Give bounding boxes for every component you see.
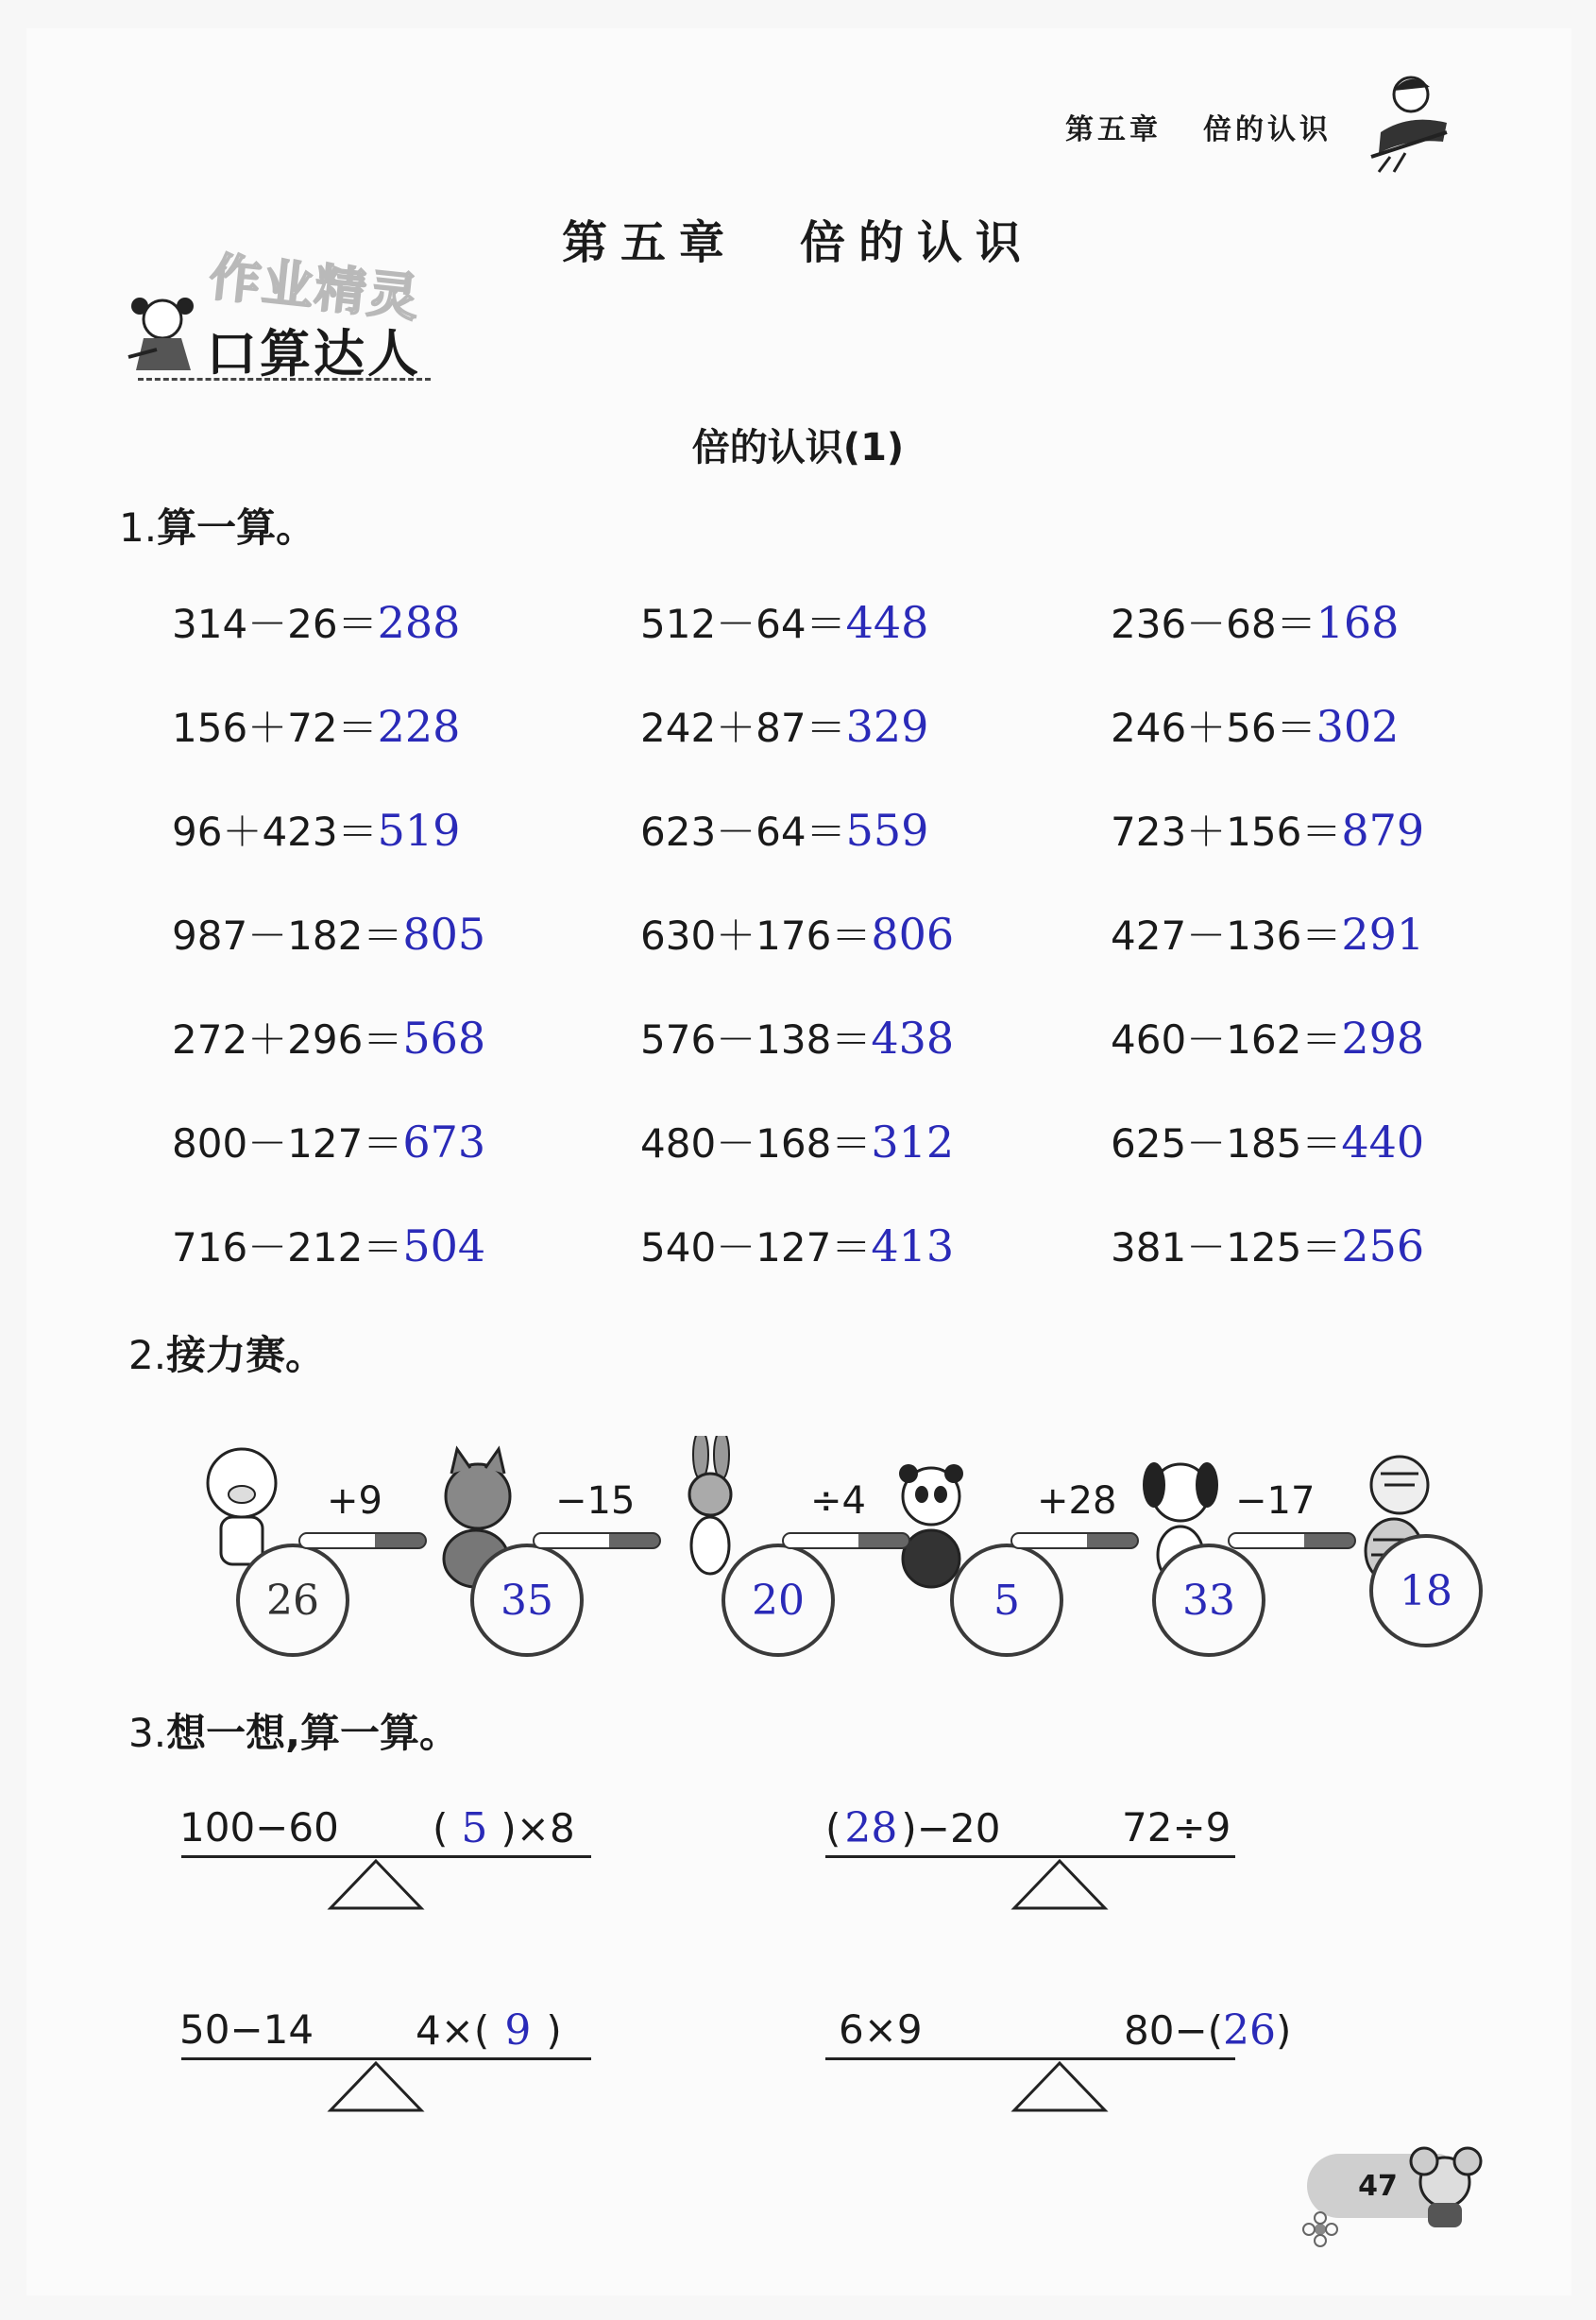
balance-4-left: 6×9	[839, 2006, 923, 2053]
q1-heading	[119, 497, 315, 554]
q1-equation	[172, 1113, 485, 1169]
q1-equation	[172, 1009, 485, 1066]
q1-equation	[640, 905, 954, 962]
relay-animals-illustration	[176, 1436, 1517, 1625]
balance-1-fulcrum	[327, 1857, 425, 1912]
q1-equation	[172, 1217, 485, 1273]
q1-expression: 242＋87＝	[640, 705, 846, 751]
q1-answer: 291	[1341, 909, 1425, 960]
q1-expression: 625－185＝	[1111, 1120, 1342, 1167]
q1-title: 算一算。	[157, 504, 316, 551]
relay-operation: −15	[555, 1479, 636, 1523]
relay-value: 20	[752, 1576, 805, 1625]
q1-expression: 246＋56＝	[1111, 705, 1316, 751]
q1-equation	[172, 801, 460, 858]
q1-answer: 312	[871, 1117, 955, 1168]
q1-expression: 96＋423＝	[172, 809, 378, 855]
subtitle: 倍的认识(1)	[691, 426, 905, 469]
balance-2-fulcrum	[1010, 1857, 1109, 1912]
balance-1-right	[433, 1804, 575, 1852]
q1-expression: 480－168＝	[640, 1120, 872, 1167]
q1-equation	[172, 593, 460, 650]
q1-expression: 381－125＝	[1111, 1224, 1342, 1271]
sledding-girl-illustration	[1352, 66, 1456, 179]
q1-answer: 440	[1341, 1117, 1425, 1168]
balance-3-fulcrum	[327, 2059, 425, 2114]
balance-2-left-pre: (	[825, 1805, 841, 1851]
relay-value: 5	[993, 1576, 1020, 1625]
q1-expression: 314－26＝	[172, 601, 378, 647]
relay-circle	[950, 1544, 1063, 1657]
relay-operation: −17	[1235, 1479, 1316, 1523]
q1-answer: 806	[871, 909, 955, 960]
header-topic: 倍的认识	[1203, 113, 1332, 146]
q1-answer: 559	[845, 805, 929, 856]
q1-equation	[640, 1217, 954, 1273]
q1-expression: 630＋176＝	[640, 913, 872, 959]
balance-4-right	[1124, 2006, 1291, 2055]
q1-answer: 228	[377, 701, 461, 752]
q1-answer: 413	[871, 1220, 955, 1271]
q1-equation	[1111, 801, 1424, 858]
balance-1-answer: 5	[461, 1804, 488, 1852]
q1-answer: 438	[871, 1013, 955, 1064]
q1-expression: 427－136＝	[1111, 913, 1342, 959]
balance-4-answer: 26	[1223, 2006, 1277, 2055]
section-title: 口算达人	[206, 324, 421, 384]
relay-circle	[470, 1544, 584, 1657]
balance-3-left: 50−14	[179, 2006, 314, 2053]
q1-equation	[640, 1113, 954, 1169]
relay-circle	[722, 1544, 835, 1657]
relay-baton-bar	[1228, 1532, 1356, 1549]
rabbit-icon	[689, 1436, 731, 1574]
q1-equation	[1111, 1113, 1424, 1169]
balance-1-right-post: )×8	[501, 1805, 575, 1851]
q2-title: 接力赛。	[166, 1332, 326, 1378]
chapter-title-chapter: 第五章	[561, 216, 738, 269]
q1-answer: 519	[377, 805, 461, 856]
pig-icon	[208, 1449, 276, 1564]
relay-baton-bar	[782, 1532, 910, 1549]
q1-expression: 272＋296＝	[172, 1016, 403, 1063]
relay-circle	[236, 1544, 349, 1657]
relay-value: 26	[266, 1576, 319, 1625]
q2-number: 2.	[128, 1332, 167, 1378]
q1-equation	[172, 697, 460, 754]
balance-3-answer: 9	[504, 2006, 532, 2055]
relay-baton-bar	[1010, 1532, 1139, 1549]
q2-heading	[128, 1324, 325, 1381]
q1-expression: 576－138＝	[640, 1016, 872, 1063]
q1-answer: 168	[1316, 597, 1400, 648]
q1-equation	[172, 905, 485, 962]
q1-equation	[640, 1009, 954, 1066]
balance-3-right-post: )	[546, 2007, 562, 2054]
koala-mascot-illustration	[1407, 2139, 1492, 2233]
balance-2-right: 72÷9	[1122, 1804, 1231, 1851]
panda-icon	[899, 1464, 963, 1587]
q1-expression: 987－182＝	[172, 913, 403, 959]
running-header	[1065, 106, 1332, 147]
q3-title: 想一想,算一算。	[166, 1710, 460, 1756]
q1-answer: 504	[402, 1220, 486, 1271]
watermark: 作业精灵	[206, 247, 424, 329]
q1-answer: 805	[402, 909, 486, 960]
header-chapter: 第五章	[1065, 113, 1162, 146]
balance-4-right-post: )	[1276, 2007, 1292, 2054]
q1-answer: 568	[402, 1013, 486, 1064]
relay-operation: +9	[327, 1479, 382, 1523]
q1-expression: 460－162＝	[1111, 1016, 1342, 1063]
balance-2-left-post: )−20	[901, 1805, 1001, 1851]
q1-equation	[1111, 1217, 1424, 1273]
q3-heading	[128, 1702, 459, 1759]
page-number: 47	[1358, 2169, 1398, 2203]
q1-expression: 716－212＝	[172, 1224, 403, 1271]
q1-answer: 879	[1341, 805, 1425, 856]
balance-2-answer: 28	[844, 1804, 898, 1852]
balance-4-fulcrum	[1010, 2059, 1109, 2114]
relay-operation: ÷4	[810, 1479, 866, 1523]
q1-equation	[1111, 593, 1399, 650]
balance-1-right-pre: (	[433, 1805, 449, 1851]
relay-value: 33	[1182, 1576, 1235, 1625]
q1-answer: 448	[845, 597, 929, 648]
q1-answer: 673	[402, 1117, 486, 1168]
q1-expression: 723＋156＝	[1111, 809, 1342, 855]
relay-value: 18	[1400, 1566, 1452, 1615]
chapter-title-topic: 倍的认识	[800, 216, 1035, 269]
relay-baton-bar	[533, 1532, 661, 1549]
q1-expression: 156＋72＝	[172, 705, 378, 751]
q1-answer: 302	[1316, 701, 1400, 752]
q1-equation	[1111, 697, 1399, 754]
q3-number: 3.	[128, 1710, 167, 1756]
balance-3-right-pre: 4×(	[416, 2007, 490, 2054]
q1-equation	[1111, 905, 1424, 962]
q1-expression: 540－127＝	[640, 1224, 872, 1271]
q1-expression: 236－68＝	[1111, 601, 1316, 647]
q1-expression: 512－64＝	[640, 601, 846, 647]
relay-operation: +28	[1037, 1479, 1117, 1523]
q1-answer: 298	[1341, 1013, 1425, 1064]
q1-equation	[640, 801, 928, 858]
relay-circle	[1369, 1534, 1483, 1647]
relay-value: 35	[501, 1576, 553, 1625]
section-underline	[138, 378, 431, 381]
girl-mascot-illustration	[119, 291, 210, 385]
q1-answer: 288	[377, 597, 461, 648]
q1-answer: 256	[1341, 1220, 1425, 1271]
balance-1-left: 100−60	[179, 1804, 339, 1851]
flower-icon	[1301, 2210, 1339, 2248]
q1-expression: 800－127＝	[172, 1120, 403, 1167]
q1-answer: 329	[845, 701, 929, 752]
balance-3-right	[416, 2006, 562, 2055]
q1-equation	[1111, 1009, 1424, 1066]
balance-2-left	[825, 1804, 1000, 1852]
relay-circle	[1152, 1544, 1265, 1657]
balance-4-right-pre: 80−(	[1124, 2007, 1224, 2054]
q1-number: 1.	[119, 504, 158, 551]
q1-equation	[640, 593, 928, 650]
q1-equation	[640, 697, 928, 754]
q1-expression: 623－64＝	[640, 809, 846, 855]
relay-baton-bar	[298, 1532, 427, 1549]
